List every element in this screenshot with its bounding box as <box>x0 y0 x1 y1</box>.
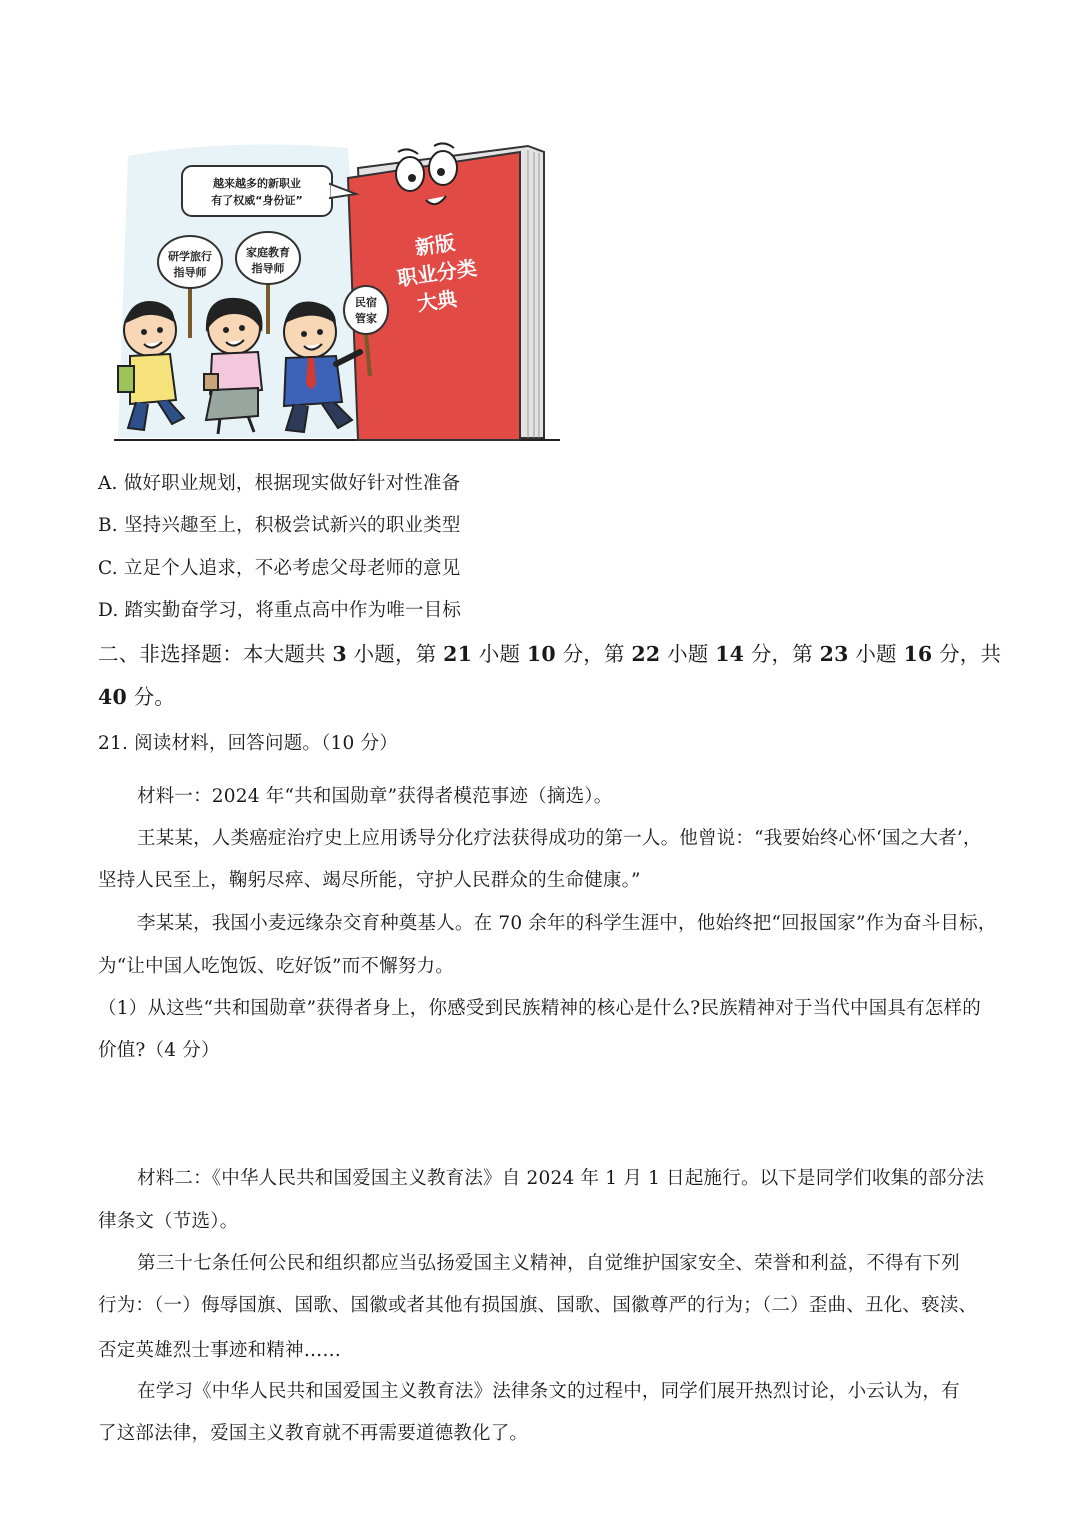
option-c: C. 立足个人追求，不必考虑父母老师的意见 <box>98 558 461 579</box>
sign2-line-1: 家庭教育 <box>246 246 290 259</box>
book-title-1: 新版 <box>413 230 457 260</box>
speech-bubble <box>182 166 356 216</box>
material-1-li-line2: 为“让中国人吃饱饭、吃好饭”而不懈努力。 <box>98 956 454 977</box>
material-1-wang-line1: 王某某，人类癌症治疗史上应用诱导分化疗法获得成功的第一人。他曾说：“我要始终心怀‘国之大者’， <box>137 828 982 849</box>
article-37-line2: 行为：（一）侮辱国旗、国歌、国徽或者其他有损国旗、国歌、国徽尊严的行为；（二）歪曲、丑化、亵渎、 <box>98 1295 978 1316</box>
sign3-line-2: 管家 <box>355 312 377 325</box>
cartoon-illustration <box>108 138 564 450</box>
sign3-line-1: 民宿 <box>355 296 377 309</box>
discussion-line2: 了这部法律，爱国主义教育就不再需要道德教化了。 <box>98 1423 529 1444</box>
book-title-3: 大典 <box>415 286 459 316</box>
article-37-line1: 第三十七条任何公民和组织都应当弘扬爱国主义精神，自觉维护国家安全、荣誉和利益，不得有下列 <box>137 1253 960 1274</box>
option-d: D. 踏实勤奋学习，将重点高中作为唯一目标 <box>98 600 462 621</box>
option-b: B. 坚持兴趣至上，积极尝试新兴的职业类型 <box>98 515 461 536</box>
material-1-wang-line2: 坚持人民至上，鞠躬尽瘁、竭尽所能，守护人民群众的生命健康。” <box>98 870 641 891</box>
material-2-line1: 材料二：《中华人民共和国爱国主义教育法》自 2024 年 1 月 1 日起施行。以下是同学们收集的部分法 <box>137 1168 985 1189</box>
sign1-line-1: 研学旅行 <box>168 250 212 263</box>
sign2-line-2: 指导师 <box>251 262 285 275</box>
speech-line-2: 有了权威“身份证” <box>211 194 303 207</box>
sign1-line-2: 指导师 <box>173 266 207 279</box>
discussion-line1: 在学习《中华人民共和国爱国主义教育法》法律条文的过程中，同学们展开热烈讨论，小云认为，有 <box>137 1381 960 1402</box>
material-1-title: 材料一：2024 年“共和国勋章”获得者模范事迹（摘选）。 <box>137 786 613 807</box>
sub-question-1-line2: 价值?（4 分） <box>98 1040 220 1061</box>
material-2-line2: 律条文（节选）。 <box>98 1211 239 1232</box>
article-37-line3: 否定英雄烈士事迹和精神…… <box>98 1340 342 1361</box>
book-title-2: 职业分类 <box>395 255 479 291</box>
option-a: A. 做好职业规划，根据现实做好针对性准备 <box>98 473 461 494</box>
speech-line-1: 越来越多的新职业 <box>213 177 301 190</box>
question-21-title: 21. 阅读材料，回答问题。（10 分） <box>98 733 398 754</box>
section-heading-cont: 40 分。 <box>98 685 176 709</box>
material-1-li-line1: 李某某，我国小麦远缘杂交育种奠基人。在 70 余年的科学生涯中，他始终把“回报国家”作为奋斗目标， <box>137 913 997 934</box>
section-heading: 二、非选择题：本大题共 3 小题，第 21 小题 10 分，第 22 小题 14 分，第 23 小题 16 分，共 <box>98 642 1002 666</box>
person-icon <box>204 298 262 434</box>
sub-question-1-line1: （1）从这些“共和国勋章”获得者身上，你感受到民族精神的核心是什么?民族精神对于当代中国具有怎样的 <box>98 998 981 1019</box>
